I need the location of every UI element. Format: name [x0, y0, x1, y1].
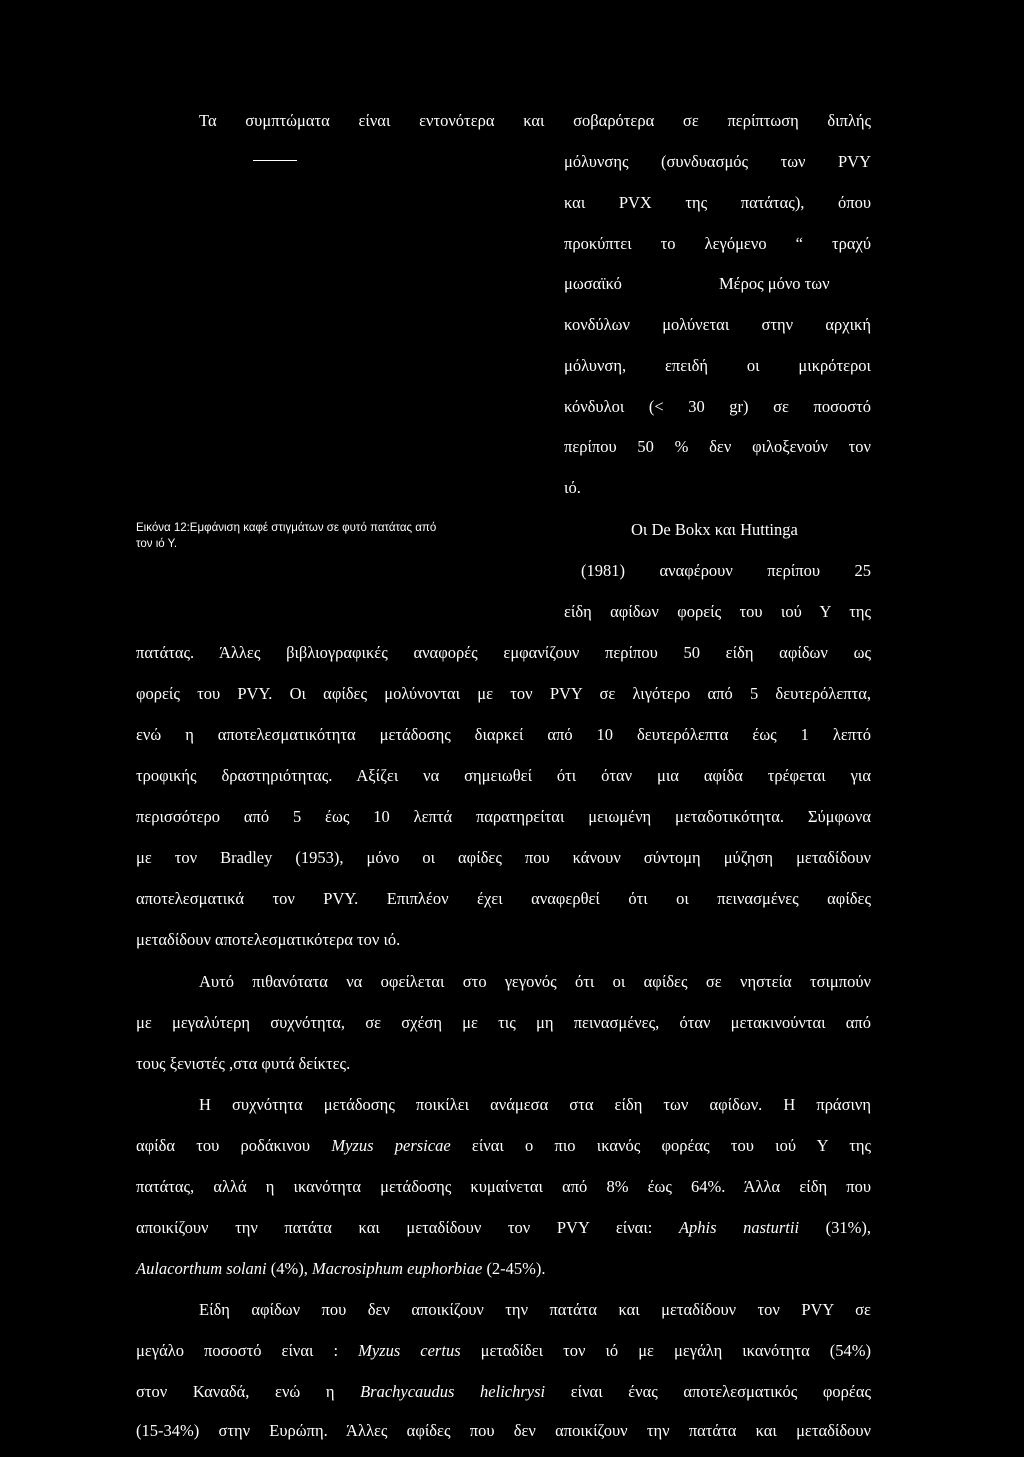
- text-line: Οι De Bokx και Huttinga: [631, 520, 798, 539]
- text-line: με τον Bradley (1953), μόνο οι αφίδες που κάνουν σύντομη μύζηση μεταδίδουν: [136, 848, 871, 867]
- text-line: μόλυνση, επειδή οι μικρότεροι: [564, 356, 871, 375]
- species-name: Myzus persicae: [331, 1136, 451, 1155]
- text-line: περισσότερο από 5 έως 10 λεπτά παρατηρείται μειωμένη μεταδοτικότητα. Σύμφωνα: [136, 807, 871, 826]
- text-line: μεταδίδουν αποτελεσματικότερα τον ιό.: [136, 930, 401, 949]
- species-name: Brachycaudus helichrysi: [360, 1382, 546, 1401]
- species-name: Aulacorthum solani: [136, 1259, 267, 1278]
- text-fragment: (31%),: [799, 1218, 872, 1237]
- text-line: κονδύλων μολύνεται στην αρχική: [564, 315, 871, 334]
- text-line: πατάτας. Άλλες βιβλιογραφικές αναφορές εμφανίζουν περίπου 50 είδη αφίδων ως: [136, 643, 871, 662]
- text-fragment: είναι ένας αποτελεσματικός φορέας: [545, 1382, 872, 1401]
- text-line: [136, 1136, 871, 1156]
- text-line: ενώ η αποτελεσματικότητα μετάδοσης διαρκεί από 10 δευτερόλεπτα έως 1 λεπτό: [136, 725, 871, 744]
- text-fragment: μεγάλο ποσοστό είναι :: [136, 1341, 359, 1360]
- text-line: [136, 1382, 871, 1402]
- text-line: ιό.: [564, 478, 581, 497]
- text-line: Η συχνότητα μετάδοσης ποικίλει ανάμεσα στα είδη των αφίδων. Η πράσινη: [199, 1095, 871, 1114]
- text-line: φορείς του PVY. Οι αφίδες μολύνονται με τον PVY σε λιγότερο από 5 δευτερόλεπτα,: [136, 684, 871, 703]
- caption-line: τον ιό Υ.: [136, 538, 178, 550]
- species-name: Myzus certus: [358, 1341, 461, 1360]
- text-line: τροφικής δραστηριότητας. Αξίζει να σημειωθεί ότι όταν μια αφίδα τρέφεται για: [136, 766, 871, 785]
- caption-line: Εικόνα 12:Εμφάνιση καφέ στιγμάτων σε φυτό πατάτας από: [136, 522, 437, 534]
- text-line: Τα συμπτώματα είναι εντονότερα και σοβαρότερα σε περίπτωση διπλής: [199, 111, 871, 130]
- text-line: [136, 1259, 546, 1279]
- text-line: προκύπτει το λεγόμενο “ τραχύ: [564, 234, 871, 253]
- text-fragment: (2-45%).: [482, 1259, 546, 1278]
- text-fragment: (4%),: [266, 1259, 312, 1278]
- text-fragment: μεταδίδει τον ιό με μεγάλη ικανότητα (54%): [460, 1341, 872, 1360]
- text-line: [136, 1341, 871, 1361]
- text-fragment: αφίδα του ροδάκινου: [136, 1136, 332, 1155]
- text-fragment: είναι ο πιο ικανός φορέας του ιού Υ της: [450, 1136, 872, 1155]
- species-name: Aphis nasturtii: [678, 1218, 800, 1237]
- text-line: τους ξενιστές ,στα φυτά δείκτες.: [136, 1054, 351, 1073]
- text-fragment: Μέρος μόνο των: [719, 274, 830, 293]
- text-line: με μεγαλύτερη συχνότητα, σε σχέση με τις μη πεινασμένες, όταν μετακινούνται από: [136, 1013, 871, 1032]
- figure-caption: [136, 520, 536, 552]
- text-line: και PVX της πατάτας), όπου: [564, 193, 871, 212]
- species-name: Macrosiphum euphorbiae: [311, 1259, 483, 1278]
- text-line: [136, 1218, 871, 1238]
- text-line: Αυτό πιθανότατα να οφείλεται στο γεγονός ότι οι αφίδες σε νηστεία τσιμπούν: [199, 972, 871, 991]
- text-line: (1981) αναφέρουν περίπου 25: [581, 561, 871, 580]
- text-fragment: στον Καναδά, ενώ η: [136, 1382, 361, 1401]
- text-line: αποτελεσματικά τον PVY. Επιπλέον έχει αναφερθεί ότι οι πεινασμένες αφίδες: [136, 889, 871, 908]
- text-line: είδη αφίδων φορείς του ιού Υ της: [564, 602, 871, 621]
- text-line: Είδη αφίδων που δεν αποικίζουν την πατάτα και μεταδίδουν τον PVY σε: [199, 1300, 871, 1319]
- text-line: μόλυνσης (συνδυασμός των PVY: [564, 152, 871, 171]
- text-line: (15-34%) στην Ευρώπη. Άλλες αφίδες που δεν αποικίζουν την πατάτα και μεταδίδουν: [136, 1421, 871, 1440]
- text-line: περίπου 50 % δεν φιλοξενούν τον: [564, 437, 871, 456]
- placeholder-dash: [253, 160, 297, 161]
- text-fragment: αποικίζουν την πατάτα και μεταδίδουν τον PVY είναι:: [136, 1218, 679, 1237]
- text-line: κόνδυλοι (< 30 gr) σε ποσοστό: [564, 397, 871, 416]
- text-fragment: μωσαϊκό: [564, 274, 622, 293]
- text-line: πατάτας, αλλά η ικανότητα μετάδοσης κυμαίνεται από 8% έως 64%. Άλλα είδη που: [136, 1177, 871, 1196]
